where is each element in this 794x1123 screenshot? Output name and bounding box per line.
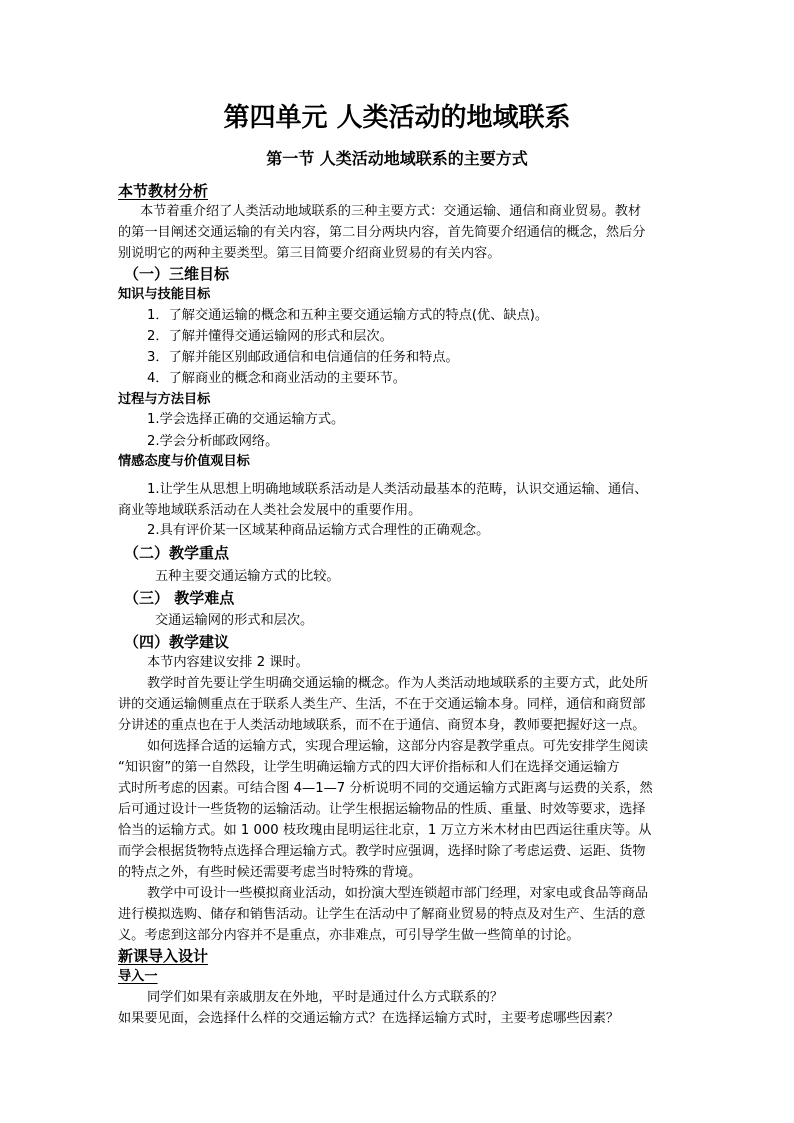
suggest-line: “知识窗”的第一自然段，让学生明确运输方式的四大评价指标和人们在选择交通运输方 <box>118 760 620 775</box>
intro1-line: 同学们如果有亲戚朋友在外地，平时是通过什么方式联系的？ <box>147 990 504 1005</box>
analysis-line: 别说明它的两种主要类型。第三目简要介绍商业贸易的有关内容。 <box>118 246 501 261</box>
suggest-line: 分讲述的重点也在于人类活动地域联系，而不在于通信、商贸本身，教师要把握好这一点。 <box>118 718 646 733</box>
knowledge-item: 2．了解并懂得交通运输网的形式和层次。 <box>147 329 393 344</box>
suggest-line: 进行模拟选购、储存和销售活动。让学生在活动中了解商业贸易的特点及对生产、生活的意 <box>118 907 646 922</box>
intro-heading: 新课导入设计 <box>118 947 209 965</box>
suggest-line: 教学中可设计一些模拟商业活动，如扮演大型连锁超市部门经理，对家电或食品等商品 <box>147 886 649 901</box>
suggest-line: 讲的交通运输侧重点在于联系人类生产、生活，不在于交通运输本身。同样，通信和商贸部 <box>118 697 646 712</box>
suggest-line: 义。考虑到这部分内容并不是重点，亦非难点，可引导学生做一些简单的讨论。 <box>118 928 580 943</box>
difficulty-text: 交通运输网的形式和层次。 <box>155 613 314 628</box>
suggest-line: 如何选择合适的运输方式，实现合理运输，这部分内容是教学重点。可先安排学生阅读 <box>147 739 649 754</box>
emotion-item: 商业等地域联系活动在人类社会发展中的重要作用。 <box>118 503 422 518</box>
key-text: 五种主要交通运输方式的比较。 <box>155 569 340 584</box>
knowledge-item: 3．了解并能区别邮政通信和电信通信的任务和特点。 <box>147 350 459 365</box>
emotion-item: 1.让学生从思想上明确地域联系活动是人类活动最基本的范畴，认识交通运输、通信、 <box>147 482 648 497</box>
analysis-line: 的第一目阐述交通运输的有关内容，第二目分两块内容，首先简要介绍通信的概念，然后分 <box>118 225 646 240</box>
suggest-line: 而学会根据货物特点选择合理运输方式。教学时应强调，选择时除了考虑运费、运距、货物 <box>118 844 646 859</box>
section-title: 第一节 人类活动地域联系的主要方式 <box>266 149 528 168</box>
process-item: 2.学会分析邮政网络。 <box>147 434 279 449</box>
analysis-heading: 本节教材分析 <box>118 182 209 200</box>
suggest-line: 的特点之外，有些时候还需要考虑当时特殊的背境。 <box>118 865 422 880</box>
suggest-line: 恰当的运输方式。如 1 000 枝玫瑰由昆明运往北京，1 万立方米木材由巴西运往重庆等。从 <box>118 823 652 838</box>
key-heading: （二）教学重点 <box>124 544 230 562</box>
knowledge-item: 4．了解商业的概念和商业活动的主要环节。 <box>147 371 406 386</box>
process-item: 1.学会选择正确的交通运输方式。 <box>147 412 345 427</box>
analysis-line: 本节着重介绍了人类活动地域联系的三种主要方式：交通运输、通信和商业贸易。教材 <box>140 204 642 219</box>
unit-title: 第四单元 人类活动的地域联系 <box>223 103 571 133</box>
suggest-line: 本节内容建议安排 2 课时。 <box>147 655 309 670</box>
difficulty-heading: （三） 教学难点 <box>124 589 235 607</box>
suggest-line: 后可通过设计一些货物的运输活动。让学生根据运输物品的性质、重量、时效等要求，选择 <box>118 802 646 817</box>
emotion-item: 2.具有评价某一区域某种商品运输方式合理性的正确观念。 <box>147 523 490 538</box>
suggest-line: 教学时首先要让学生明确交通运输的概念。作为人类活动地域联系的主要方式，此处所 <box>147 676 649 691</box>
suggest-heading: （四）教学建议 <box>124 633 230 651</box>
knowledge-heading: 知识与技能目标 <box>118 287 211 302</box>
process-heading: 过程与方法目标 <box>118 392 211 407</box>
emotion-heading: 情感态度与价值观目标 <box>118 454 250 469</box>
suggest-line: 式时所考虑的因素。可结合图 4—1—7 分析说明不同的交通运输方式距离与运费的关系，然 <box>118 781 653 796</box>
intro1-heading: 导入一 <box>118 969 158 984</box>
goals-heading: （一）三维目标 <box>124 265 230 283</box>
intro1-line: 如果要见面，会选择什么样的交通运输方式？在选择运输方式时，主要考虑哪些因素？ <box>118 1011 620 1026</box>
knowledge-item: 1．了解交通运输的概念和五种主要交通运输方式的特点(优、缺点)。 <box>147 308 549 323</box>
